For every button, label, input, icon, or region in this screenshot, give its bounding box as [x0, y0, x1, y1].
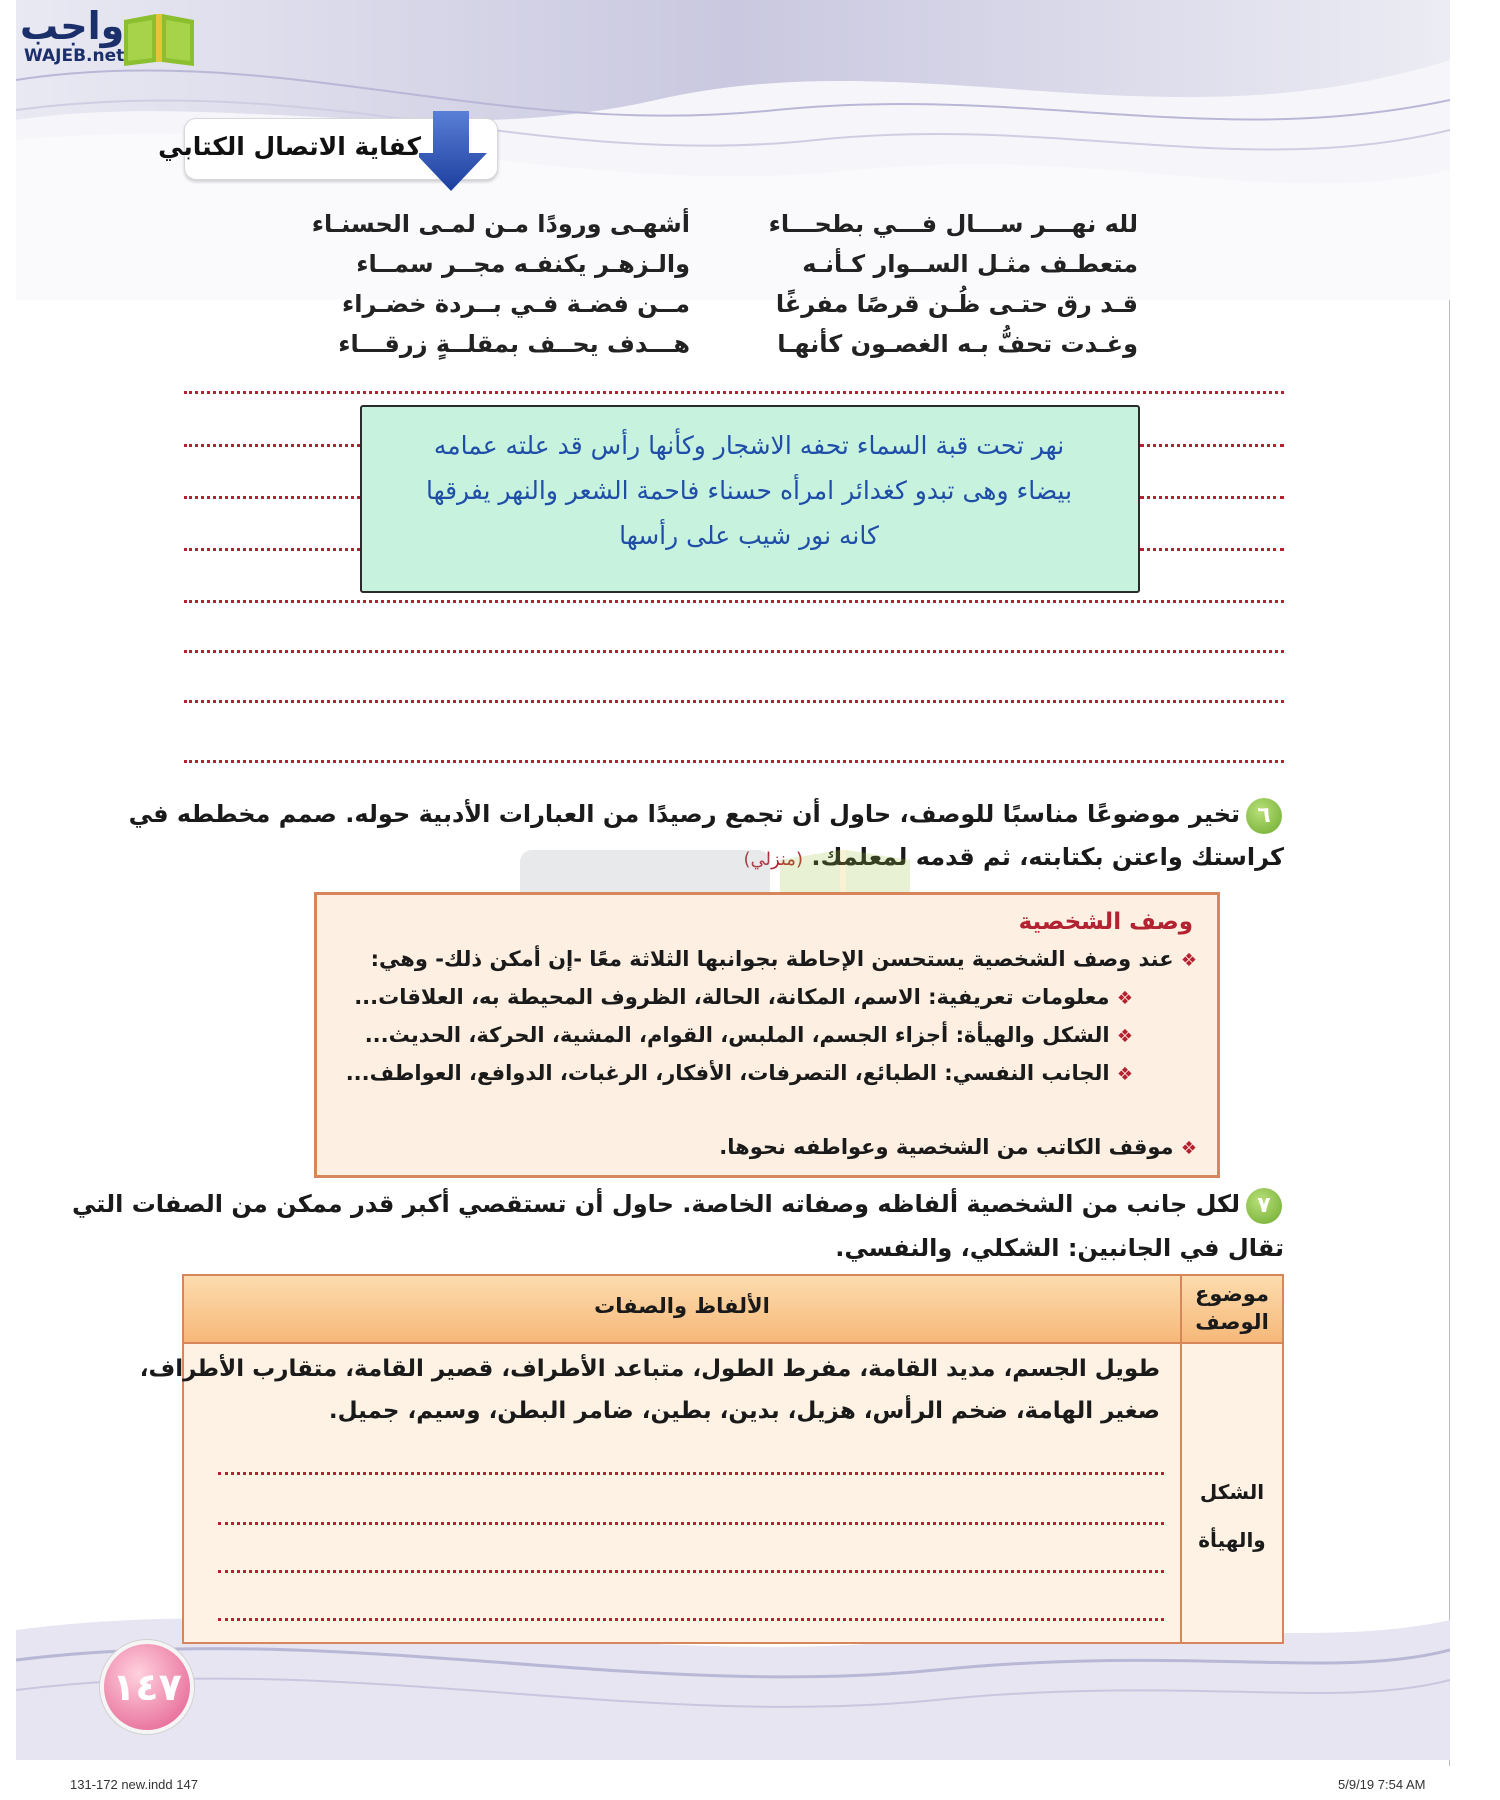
answer-line[interactable] [1140, 548, 1284, 551]
answer-line[interactable] [184, 496, 360, 499]
poem-left-line-1: أشهـى ورودًا مـن لمـى الحسنـاء [311, 210, 690, 238]
answer-line-2: بيضاء وهى تبدو كغدائر امرأه حسناء فاحمة الشعر والنهر يفرقها [425, 476, 1073, 505]
info-item-3 [346, 1061, 1133, 1085]
info-box-title: وصف الشخصية [1018, 909, 1193, 935]
poem-right-line-3: قـد رق حتـى ظُـن قرصًا مفرغًا [775, 290, 1138, 318]
table-answer-line[interactable] [218, 1472, 1164, 1475]
info-item-1 [354, 985, 1133, 1009]
diamond-bullet-icon: ❖ [1116, 988, 1133, 1009]
poem-right-line-1: لله نهـــر ســـال فـــي بطحـــاء [768, 210, 1138, 238]
info-item-2 [365, 1023, 1133, 1047]
page-number-badge: ١٤٧ [100, 1640, 194, 1734]
info-item-3-text: الجانب النفسي: الطبائع، التصرفات، الأفكار، الرغبات، الدوافع، العواطف... [345, 1061, 1110, 1085]
answer-line[interactable] [1140, 444, 1284, 447]
footer-file-name: 131-172 new.indd 147 [70, 1777, 198, 1792]
diamond-bullet-icon: ❖ [1180, 950, 1197, 971]
table-answer-line[interactable] [218, 1570, 1164, 1573]
open-book-icon [120, 10, 198, 66]
footer-date: 5/9/19 7:54 AM [1338, 1777, 1426, 1792]
row-text-line-2: صغير الهامة، ضخم الرأس، هزيل، بدين، بطين، ضامر البطن، وسيم، جميل. [328, 1398, 1160, 1424]
logo-arabic-text: واجب [20, 4, 125, 48]
answer-line[interactable] [184, 700, 1284, 703]
header-topic-line-1: موضوع [1195, 1282, 1269, 1306]
answer-line[interactable] [1140, 496, 1284, 499]
info-intro-text: عند وصف الشخصية يستحسن الإحاطة بجوانبها الثلاثة معًا -إن أمكن ذلك- وهي: [370, 947, 1174, 971]
row-topic-line-2: والهيأة [1198, 1528, 1266, 1552]
info-final-text: موقف الكاتب من الشخصية وعواطفه نحوها. [719, 1135, 1174, 1159]
table-answer-line[interactable] [218, 1522, 1164, 1525]
description-table [139, 1274, 1284, 1644]
question-6-line-2-text: كراستك واعتن بكتابته، ثم قدمه لمعلمك. [811, 843, 1284, 871]
header-topic [1182, 1280, 1282, 1336]
question-6-number: ٦ [1246, 798, 1282, 834]
answer-line[interactable] [184, 391, 1284, 394]
diamond-bullet-icon: ❖ [1180, 1138, 1197, 1159]
answer-line[interactable] [184, 650, 1284, 653]
answer-line-3: كانه نور شيب على رأسها [619, 521, 879, 550]
info-final [719, 1135, 1197, 1159]
row-topic [1182, 1468, 1282, 1564]
arrow-down-icon [419, 111, 489, 191]
info-item-2-text: الشكل والهيأة: أجزاء الجسم، الملبس، القوام، المشية، الحركة، الحديث... [364, 1023, 1110, 1047]
row-text-line-1: طويل الجسم، مديد القامة، مفرط الطول، متباعد الأطراف، قصير القامة، متقارب الأطراف، [139, 1356, 1160, 1382]
question-7-line-2: تقال في الجانبين: الشكلي، والنفسي. [835, 1234, 1284, 1262]
answer-line[interactable] [184, 444, 360, 447]
poem-right-line-4: وغـدت تحفُّ بـه الغصـون كأنهـا [777, 330, 1138, 358]
info-item-1-text: معلومات تعريفية: الاسم، المكانة، الحالة، الظروف المحيطة به، العلاقات... [354, 985, 1110, 1009]
header-topic-line-2: الوصف [1195, 1310, 1269, 1334]
table-answer-line[interactable] [218, 1618, 1164, 1621]
poem-left-line-3: مــن فضـة فـي بــردة خضـراء [341, 290, 690, 318]
info-intro [371, 947, 1197, 971]
question-7-number: ٧ [1246, 1188, 1282, 1224]
answer-line[interactable] [184, 548, 360, 551]
poem-left-line-4: هـــدف يحــف بمقلــةٍ زرقـــاء [338, 330, 690, 358]
question-7-line-1: لكل جانب من الشخصية ألفاظه وصفاته الخاصة. حاول أن تستقصي أكبر قدر ممكن من الصفات التي [72, 1190, 1240, 1218]
character-description-box [314, 892, 1220, 1178]
diamond-bullet-icon: ❖ [1116, 1026, 1133, 1047]
row-topic-line-1: الشكل [1199, 1480, 1265, 1504]
poem-left-line-2: والـزهـر يكنفـه مجــر سمــاء [356, 250, 690, 278]
question-6-line-1: تخير موضوعًا مناسبًا للوصف، حاول أن تجمع رصيدًا من العبارات الأدبية حوله. صمم مخططه في [128, 800, 1240, 828]
wajeb-logo[interactable] [12, 6, 192, 68]
poem-right-line-2: متعطـف مثـل الســوار كـأنـه [802, 250, 1138, 278]
diamond-bullet-icon: ❖ [1116, 1064, 1133, 1085]
answer-line-1: نهر تحت قبة السماء تحفه الاشجار وكأنها رأس قد علته عمامه [433, 431, 1065, 460]
header-words: الألفاظ والصفات [594, 1294, 770, 1318]
logo-english-text: WAJEB.net [24, 46, 125, 66]
answer-line[interactable] [184, 760, 1284, 763]
section-heading-label: كفاية الاتصال الكتابي [158, 132, 421, 161]
answer-text-box[interactable] [360, 405, 1140, 593]
answer-line[interactable] [184, 600, 1284, 603]
question-6-homework-tag: (منزلي) [743, 849, 803, 870]
section-heading [158, 118, 498, 180]
